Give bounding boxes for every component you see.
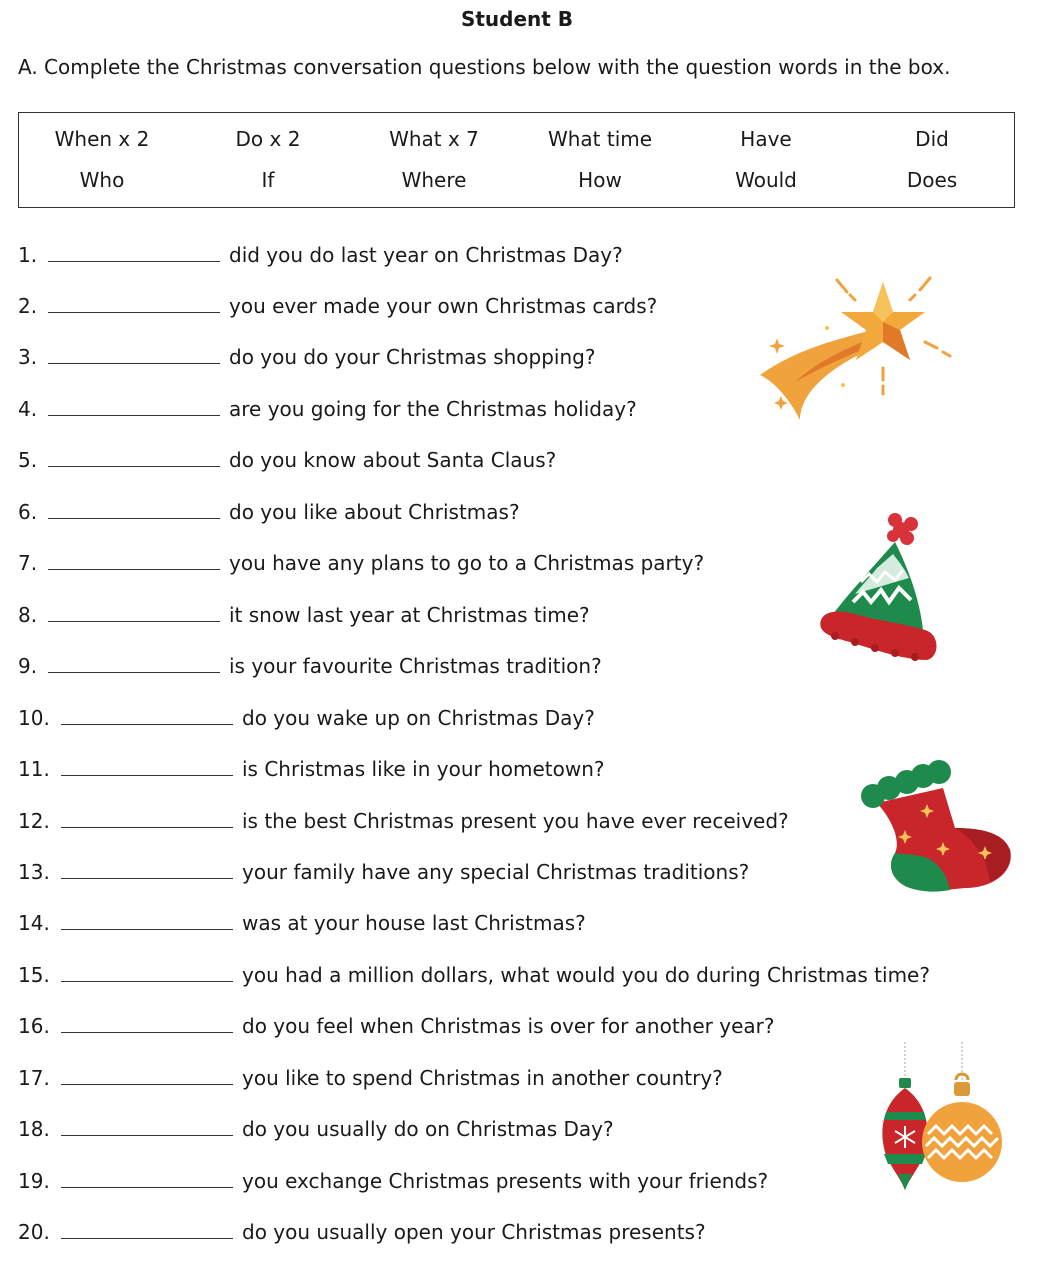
- question-text: do you like about Christmas?: [229, 500, 520, 524]
- question-text: you have any plans to go to a Christmas party?: [229, 551, 705, 575]
- word-have: Have: [740, 127, 792, 151]
- question-row: [18, 963, 930, 987]
- ornaments-icon: [870, 1042, 1005, 1194]
- question-text: your family have any special Christmas traditions?: [242, 860, 750, 884]
- word-box: [18, 112, 1015, 208]
- answer-blank[interactable]: [48, 517, 220, 519]
- question-row: [18, 809, 789, 833]
- word-does: Does: [906, 168, 958, 192]
- question-row: [18, 860, 749, 884]
- question-row: [18, 1066, 723, 1090]
- question-number: 13.: [18, 860, 50, 884]
- question-text: do you usually open your Christmas presents?: [242, 1220, 706, 1244]
- word-where: Where: [401, 168, 467, 192]
- question-number: 2.: [18, 294, 38, 318]
- question-row: [18, 1220, 706, 1244]
- question-row: [18, 448, 556, 472]
- word-if: If: [261, 168, 275, 192]
- question-number: 12.: [18, 809, 50, 833]
- answer-blank[interactable]: [48, 465, 220, 467]
- answer-blank[interactable]: [61, 723, 233, 725]
- question-number: 16.: [18, 1014, 50, 1038]
- word-who: Who: [79, 168, 125, 192]
- question-number: 1.: [18, 243, 38, 267]
- question-text: do you feel when Christmas is over for another year?: [242, 1014, 775, 1038]
- question-number: 20.: [18, 1220, 50, 1244]
- answer-blank[interactable]: [61, 1031, 233, 1033]
- question-text: it snow last year at Christmas time?: [229, 603, 590, 627]
- question-row: [18, 500, 520, 524]
- word-would: Would: [735, 168, 797, 192]
- question-number: 11.: [18, 757, 50, 781]
- answer-blank[interactable]: [61, 1186, 233, 1188]
- question-row: [18, 1169, 768, 1193]
- answer-blank[interactable]: [48, 414, 220, 416]
- answer-blank[interactable]: [61, 1083, 233, 1085]
- question-text: is your favourite Christmas tradition?: [229, 654, 602, 678]
- question-row: [18, 603, 590, 627]
- question-number: 9.: [18, 654, 38, 678]
- question-row: [18, 294, 657, 318]
- answer-blank[interactable]: [61, 774, 233, 776]
- word-what-time: What time: [547, 127, 653, 151]
- question-text: do you do your Christmas shopping?: [229, 345, 596, 369]
- answer-blank[interactable]: [61, 877, 233, 879]
- question-number: 19.: [18, 1169, 50, 1193]
- answer-blank[interactable]: [48, 362, 220, 364]
- word-when: When x 2: [54, 127, 150, 151]
- answer-blank[interactable]: [48, 260, 220, 262]
- question-row: [18, 397, 637, 421]
- question-number: 3.: [18, 345, 38, 369]
- word-did: Did: [915, 127, 949, 151]
- question-number: 4.: [18, 397, 38, 421]
- question-text: do you know about Santa Claus?: [229, 448, 557, 472]
- answer-blank[interactable]: [61, 1237, 233, 1239]
- question-text: do you wake up on Christmas Day?: [242, 706, 595, 730]
- question-number: 6.: [18, 500, 38, 524]
- question-number: 10.: [18, 706, 50, 730]
- question-text: did you do last year on Christmas Day?: [229, 243, 623, 267]
- question-text: are you going for the Christmas holiday?: [229, 397, 637, 421]
- question-row: [18, 911, 586, 935]
- question-text: you ever made your own Christmas cards?: [229, 294, 658, 318]
- question-text: is the best Christmas present you have ever received?: [242, 809, 789, 833]
- answer-blank[interactable]: [48, 568, 220, 570]
- answer-blank[interactable]: [61, 928, 233, 930]
- question-text: you exchange Christmas presents with your friends?: [242, 1169, 769, 1193]
- question-number: 15.: [18, 963, 50, 987]
- shooting-star-icon: [755, 270, 955, 425]
- question-row: [18, 1117, 614, 1141]
- word-do: Do x 2: [235, 127, 301, 151]
- answer-blank[interactable]: [61, 1134, 233, 1136]
- page-title: Student B: [460, 7, 574, 31]
- answer-blank[interactable]: [48, 311, 220, 313]
- word-what: What x 7: [389, 127, 479, 151]
- question-text: was at your house last Christmas?: [242, 911, 586, 935]
- question-number: 14.: [18, 911, 50, 935]
- question-number: 18.: [18, 1117, 50, 1141]
- question-text: do you usually do on Christmas Day?: [242, 1117, 614, 1141]
- answer-blank[interactable]: [61, 826, 233, 828]
- party-hat-icon: [815, 512, 940, 667]
- answer-blank[interactable]: [48, 620, 220, 622]
- question-text: you like to spend Christmas in another country?: [242, 1066, 723, 1090]
- word-how: How: [578, 168, 622, 192]
- question-number: 5.: [18, 448, 38, 472]
- question-row: [18, 706, 595, 730]
- question-number: 7.: [18, 551, 38, 575]
- answer-blank[interactable]: [48, 671, 220, 673]
- question-row: [18, 345, 595, 369]
- question-number: 8.: [18, 603, 38, 627]
- question-text: you had a million dollars, what would you do during Christmas time?: [242, 963, 930, 987]
- christmas-stocking-icon: [855, 758, 1017, 898]
- question-number: 17.: [18, 1066, 50, 1090]
- answer-blank[interactable]: [61, 980, 233, 982]
- question-text: is Christmas like in your hometown?: [242, 757, 605, 781]
- question-row: [18, 243, 623, 267]
- instruction-text: A. Complete the Christmas conversation questions below with the question words in the box.: [18, 55, 951, 79]
- question-row: [18, 551, 704, 575]
- question-row: [18, 654, 602, 678]
- question-row: [18, 1014, 774, 1038]
- question-row: [18, 757, 605, 781]
